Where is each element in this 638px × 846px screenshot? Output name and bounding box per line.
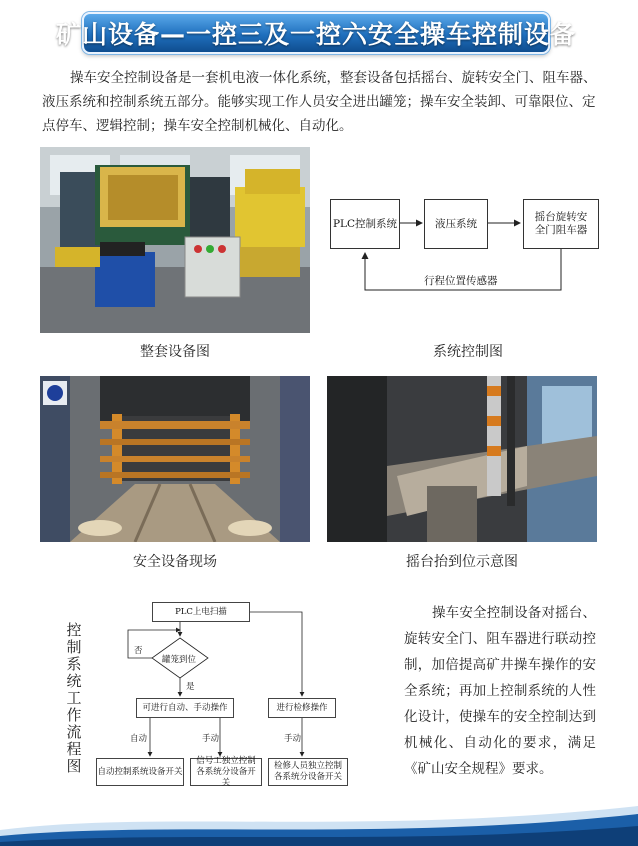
caption-full-set: 整套设备图	[140, 344, 210, 360]
system-control-diagram	[318, 175, 618, 305]
manual-label-1: 手动	[202, 734, 220, 744]
signal-switch-box: 信号工独立控制各系统分设备开关	[190, 758, 262, 786]
auto-label: 自动	[130, 734, 148, 744]
maintenance-box: 进行检修操作	[268, 698, 336, 718]
caption-safety-site: 安全设备现场	[133, 554, 217, 570]
flowchart-vertical-title: 控制系统工作流程图	[66, 621, 82, 775]
title-banner	[56, 12, 577, 54]
auto-switch-box: 自动控制系统设备开关	[96, 758, 184, 786]
hydraulic-box: 液压系统	[424, 199, 488, 249]
plc-scan-box: PLC上电扫描	[152, 602, 250, 622]
caption-system-control: 系统控制图	[433, 344, 503, 360]
caption-platform: 摇台抬到位示意图	[406, 554, 518, 570]
side-paragraph: 操车安全控制设备对摇台、旋转安全门、阻车器进行联动控制，加倍提高矿井操车操作的安全系统；再加上控制系统的人性化设计，使操车的安全控制达到机械化、自动化的要求，满足《矿山安全规程》要求。	[404, 605, 596, 777]
yes-label: 是	[186, 682, 195, 692]
footer-wave	[0, 800, 638, 846]
safety-site-photo	[40, 376, 310, 542]
full-set-photo	[40, 147, 310, 333]
sensor-label: 行程位置传感器	[424, 275, 498, 287]
repair-switch-box: 检修人员独立控制各系统分设备开关	[268, 758, 348, 786]
auto-manual-box: 可进行自动、手动操作	[136, 698, 234, 718]
page-title: 矿山设备—一控三及一控六安全操车控制设备	[56, 20, 577, 49]
plc-box: PLC控制系统	[330, 199, 400, 249]
intro-paragraph: 操车安全控制设备是一套机电液一体化系统，整套设备包括摇台、旋转安全门、阻车器、液压系统和控制系统五部分。能够实现工作人员安全进出罐笼；操车安全装卸、可靠限位、定点停车、逻辑控制；操车安全控制机械化、自动化。	[42, 70, 597, 134]
platform-photo	[327, 376, 597, 542]
manual-label-2: 手动	[284, 734, 302, 744]
no-label: 否	[134, 646, 143, 656]
cage-label: 罐笼到位	[162, 655, 197, 665]
control-flowchart	[90, 596, 390, 796]
actuators-box: 摇台旋转安全门阻车器	[523, 199, 599, 249]
